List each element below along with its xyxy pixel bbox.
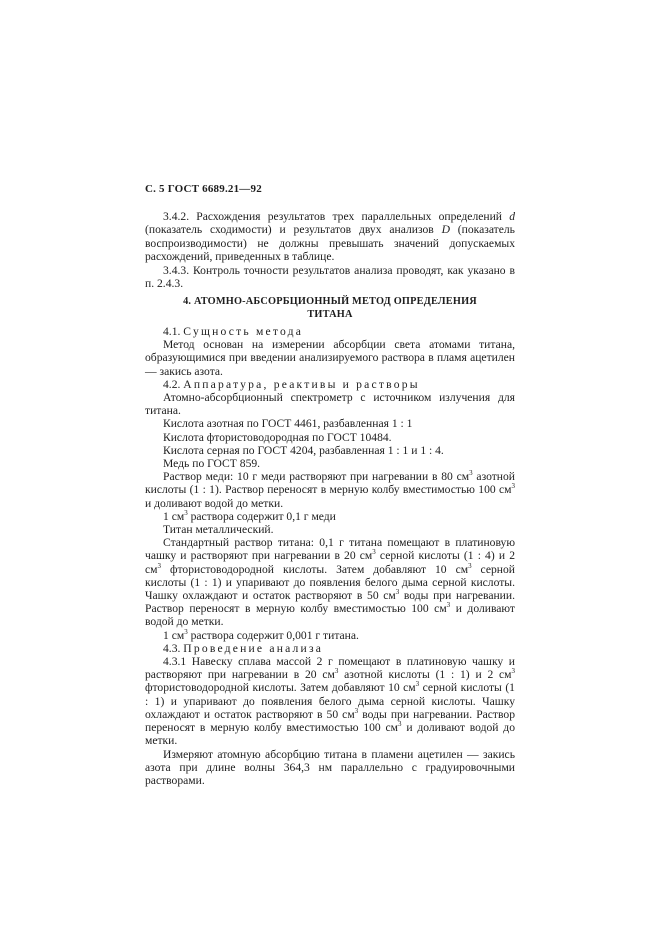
superscript-3: 3 (398, 720, 402, 729)
titanium-standard-text-e: воды при нагревании. Раствор переносят в мерную колбу вместимостью 100 см (145, 589, 515, 616)
heading-4-2-text: Аппаратура, реактивы и растворы (183, 377, 420, 391)
p431-text-d: серной кислоты (1 : 1) и упаривают до появления белого дыма серной кислоты. Чашку охлаждают и остаток растворяют в 50 см (145, 681, 515, 721)
superscript-3: 3 (184, 508, 188, 517)
section-3-block (145, 210, 515, 290)
superscript-3: 3 (334, 667, 339, 676)
section-title-line-1: 4. АТОМНО-АБСОРБЦИОННЫЙ МЕТОД ОПРЕДЕЛЕНИЯ (183, 296, 477, 307)
heading-4-1-number: 4.1. (163, 325, 181, 338)
heading-4-2-number: 4.2. (163, 377, 181, 391)
p431-text-a: 4.3.1 Навеску сплава массой 2 г помещают в платиновую чашку и растворяют при нагревании в 20 см (145, 655, 515, 682)
paragraph-3-4-2 (145, 210, 515, 264)
paragraph-4-1: Метод основан на измерении абсорбции света атомами титана, образующимися при введении анализируемого раствора в пламя ацетилен — закись азота. (145, 338, 515, 378)
section-title-line-2: ТИТАНА (307, 309, 353, 320)
superscript-3: 3 (446, 601, 451, 610)
superscript-3: 3 (395, 588, 400, 597)
superscript-3: 3 (469, 469, 473, 478)
titanium-content-text-a: 1 см (163, 628, 185, 642)
item-titanium-content (145, 629, 515, 642)
page-header: С. 5 ГОСТ 6689.21—92 (145, 183, 262, 195)
superscript-3: 3 (511, 667, 516, 676)
titanium-standard-text-f: и доливают водой до метки. (145, 602, 515, 629)
superscript-3: 3 (354, 707, 359, 716)
p431-text-b: азотной кислоты (1 : 1) и 2 см (344, 668, 512, 682)
heading-4-1 (145, 325, 515, 338)
section-4-title (145, 295, 515, 321)
heading-4-2 (145, 378, 515, 391)
p342-text-c: (показатель воспроизводимости) не должны превышать значений допускаемых расхождений, приведенных в таблице. (145, 223, 515, 264)
titanium-standard-text-c: фтористоводородной кислоты. Затем добавляют 10 см (169, 562, 469, 576)
copper-solution-text-a: Раствор меди: 10 г меди растворяют при нагревании в 80 см (163, 470, 470, 484)
p342-text-a: 3.4.2. Расхождения результатов трех параллельных определений (163, 210, 502, 223)
copper-content-text-a: 1 см (163, 509, 185, 523)
item-hydrofluoric-acid: Кислота фтористоводородная по ГОСТ 10484. (163, 430, 392, 444)
item-titanium-metal: Титан металлический. (163, 523, 274, 537)
paragraph-measurement: Измеряют атомную абсорбцию титана в пламени ацетилен — закись азота при длине волны 364,3 нм параллельно с градуировочными растворами. (145, 747, 515, 787)
titanium-content-text-b: раствора содержит 0,001 г титана. (190, 628, 359, 642)
heading-4-3-number: 4.3. (163, 641, 181, 655)
superscript-3: 3 (157, 561, 161, 570)
superscript-3: 3 (184, 627, 188, 636)
copper-solution-text-b: азотной кислоты (1 : 1). Раствор переносят в мерную колбу вместимостью 100 см (145, 470, 515, 497)
heading-4-1-text: Сущность метода (183, 325, 304, 338)
paragraph-4-3-1 (145, 655, 515, 747)
p342-text-b: (показатель сходимости) и результатов двух анализов (145, 223, 434, 237)
titanium-standard-text-b: серной кислоты (1 : 4) и 2 см (145, 549, 515, 576)
item-sulfuric-acid: Кислота серная по ГОСТ 4204, разбавленная 1 : 1 и 1 : 4. (163, 443, 444, 457)
copper-solution-text-c: и доливают водой до метки. (145, 496, 284, 510)
copper-content-text-b: раствора содержит 0,1 г меди (190, 509, 336, 523)
paragraph-copper-solution (145, 470, 515, 510)
p431-text-e: воды при нагревании. Раствор переносят в мерную колбу вместимостью 100 см (145, 707, 515, 735)
superscript-3: 3 (468, 561, 472, 570)
section-4-body (145, 325, 515, 787)
symbol-d: d (509, 210, 515, 223)
p431-text-c: фтористоводородной кислоты. Затем добавляют 10 см (145, 681, 416, 695)
symbol-D: D (441, 223, 450, 237)
titanium-standard-text-d: серной кислоты (1 : 1) и упаривают до появления белого дыма серной кислоты. Чашку охлаждают и остаток растворяют в 50 см (145, 562, 515, 603)
item-copper: Медь по ГОСТ 859. (163, 457, 261, 471)
item-copper-content (145, 510, 515, 523)
p431-text-f: и доливают водой до метки. (145, 721, 515, 748)
superscript-3: 3 (511, 482, 515, 491)
heading-4-3 (145, 642, 515, 655)
paragraph-spectrometer: Атомно-абсорбционный спектрометр с источником излучения для титана. (145, 391, 515, 418)
superscript-3: 3 (415, 680, 420, 689)
heading-4-3-text: Проведение анализа (183, 641, 324, 655)
paragraph-3-4-3: 3.4.3. Контроль точности результатов анализа проводят, как указано в п. 2.4.3. (145, 263, 515, 291)
item-nitric-acid: Кислота азотная по ГОСТ 4461, разбавленная 1 : 1 (163, 417, 413, 431)
paragraph-titanium-standard (145, 536, 515, 628)
superscript-3: 3 (372, 548, 376, 557)
titanium-standard-text-a: Стандартный раствор титана: 0,1 г титана помещают в платиновую чашку и растворяют при нагревании в 20 см (145, 536, 515, 563)
